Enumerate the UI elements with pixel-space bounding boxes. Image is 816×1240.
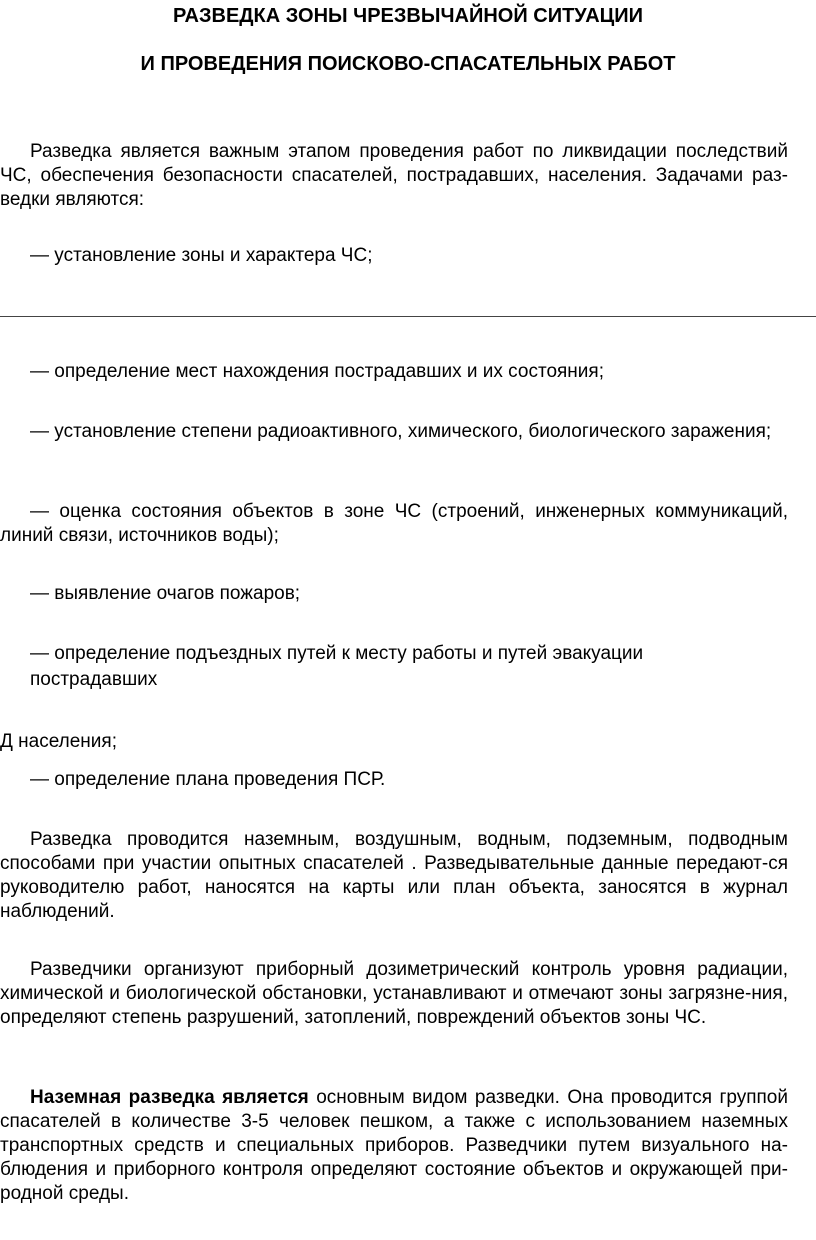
page-title-line-2: И ПРОВЕДЕНИЯ ПОИСКОВО-СПАСАТЕЛЬНЫХ РАБОТ <box>140 53 676 75</box>
task-item-contamination: — установление степени радиоактивного, химического, биологического заражения; <box>30 421 772 442</box>
horizontal-divider <box>0 316 816 317</box>
task-item-victims: — определение мест нахождения пострадавших и их состояния; <box>30 361 604 382</box>
ground-recon-text: основным видом разведки. Она проводится группой спасателей в количестве 3-5 человек пешком, а также с использованием наземных транспортных средств и специальных приборов. Разведчики путем визуального на-блюдения и приборного контроля определяют состояние объектов и окружающей при-родной среды. <box>0 1087 788 1204</box>
ground-recon-paragraph <box>0 1086 788 1206</box>
task-item-routes-continued: пострадавших <box>30 669 158 690</box>
page-title-line-1: РАЗВЕДКА ЗОНЫ ЧРЕЗВЫЧАЙНОЙ СИТУАЦИИ <box>172 5 644 27</box>
task-item-routes-population: Д населения; <box>0 731 117 752</box>
task-item-fires: — выявление очагов пожаров; <box>30 583 301 604</box>
task-item-zone: — установление зоны и характера ЧС; <box>30 245 373 266</box>
task-item-routes: — определение подъездных путей к месту работы и путей эвакуации <box>30 643 644 664</box>
methods-paragraph: Разведка проводится наземным, воздушным, водным, подземным, подводным способами при участии опытных спасателей . Разведывательные данные передают-ся руководителю работ, наносятся на карты или план объекта, заносятся в журнал наблюдений. <box>0 829 788 922</box>
task-item-plan: — определение плана проведения ПСР. <box>30 769 386 790</box>
task-item-objects-state: — оценка состояния объектов в зоне ЧС (строений, инженерных коммуникаций, линий связи, источников воды); <box>0 501 788 546</box>
intro-paragraph: Разведка является важным этапом проведения работ по ликвидации последствий ЧС, обеспечения безопасности спасателей, пострадавших, населения. Задачами раз-ведки являются: <box>0 141 788 210</box>
scouts-paragraph: Разведчики организуют приборный дозиметрический контроль уровня радиации, химической и биологической обстановки, устанавливают и отмечают зоны загрязне-ния, определяют степень разрушений, затоплений, повреждений объектов зоны ЧС. <box>0 959 788 1028</box>
ground-recon-term: Наземная разведка является <box>30 1087 309 1108</box>
